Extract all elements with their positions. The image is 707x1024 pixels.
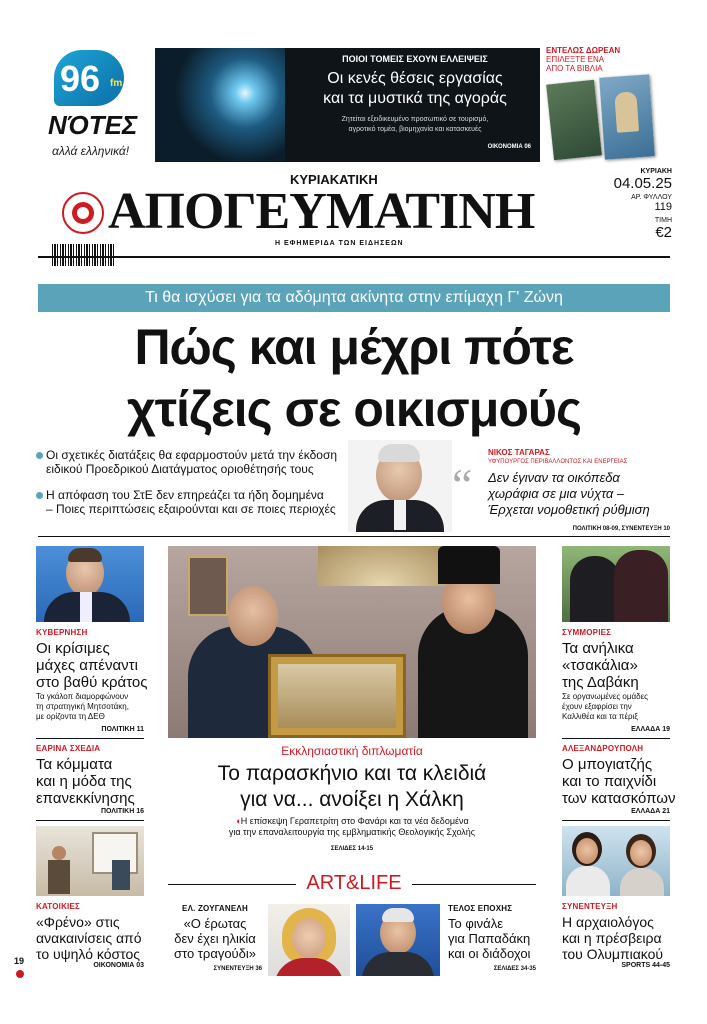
masthead-kicker: ΚΥΡΙΑΚΑΤΙΚΗ <box>290 172 378 187</box>
right-s1-ref: ΕΛΛΑΔΑ 19 <box>631 726 670 733</box>
masthead-rule <box>38 256 670 258</box>
gang-photo[interactable] <box>562 546 670 622</box>
lead-headline-2[interactable]: χτίζεις σε οικισμούς <box>127 381 581 437</box>
left-rule-1 <box>36 738 144 739</box>
page-number: 19 <box>14 956 25 966</box>
radio-ad[interactable] <box>40 48 150 168</box>
issue-label: ΑΡ. ΦΥΛΛΟΥ <box>631 194 672 201</box>
day-label: ΚΥΡΙΑΚΗ <box>640 168 672 175</box>
archaeologist-photo[interactable] <box>562 826 670 896</box>
promo-line-2: ΕΠΙΛΕΞΤΕ ΕΝΑ <box>546 55 605 64</box>
artlife-b-caption: ΤΕΛΟΣ ΕΠΟΧΗΣ <box>448 904 513 913</box>
papadakis-photo[interactable] <box>356 904 440 976</box>
left-s3-title[interactable]: «Φρένο» στις ανακαινίσεις από το υψηλό κόστος <box>36 914 142 962</box>
left-rule-2 <box>36 820 144 821</box>
page-dot <box>16 970 24 978</box>
lead-kicker: Τι θα ισχύσει για τα αδόμητα ακίνητα στην επίμαχη Γ' Ζώνη <box>145 289 563 306</box>
artlife-a-title[interactable]: «Ο έρωτας δεν έχει ηλικία στο τραγούδι» <box>173 916 257 961</box>
singer-photo[interactable] <box>268 904 350 976</box>
radio-number: 96 <box>60 58 101 99</box>
left-s2-caption: ΕΑΡΙΝΑ ΣΧΕΔΙΑ <box>36 744 101 753</box>
promo-line-3: ΑΠΟ ΤΑ ΒΙΒΛΙΑ <box>546 64 603 73</box>
book-cover-2 <box>599 74 655 159</box>
quote-text: Δεν έγιναν τα οικόπεδα χωράφια σε μια νύχτα – Έρχεται νομοθετική ρύθμιση <box>488 470 650 517</box>
minister-portrait <box>348 440 452 532</box>
right-s3-ref: SPORTS 44-45 <box>621 962 670 969</box>
top-banner-ref: ΟΙΚΟΝΟΜΙΑ 06 <box>487 144 531 150</box>
left-s1-title[interactable]: Οι κρίσιμες μάχες απέναντι στο βαθύ κράτος <box>36 640 148 691</box>
top-banner-sub-1: Ζητείται εξειδικευμένο προσωπικό σε τουρισμό, <box>341 116 489 123</box>
masthead-emblem <box>62 192 104 234</box>
artlife-b-title[interactable]: Το φινάλε για Παπαδάκη και οι διάδοχοι <box>448 916 531 961</box>
right-s1-title[interactable]: Τα ανήλικα «τσακάλια» της Δαβάκη <box>562 640 639 691</box>
masthead-title: ΑΠΟΓΕΥΜΑΤΙΝΗ <box>108 183 535 240</box>
barcode <box>52 244 114 266</box>
price-label: ΤΙΜΗ <box>654 217 672 224</box>
right-s2-title[interactable]: Ο μπογιατζής και το παιχνίδι των κατασκόπων <box>562 756 676 807</box>
books-promo[interactable] <box>546 46 676 164</box>
quote-role: ΥΦΥΠΟΥΡΓΟΣ ΠΕΡΙΒΑΛΛΟΝΤΟΣ ΚΑΙ ΕΝΕΡΓΕΙΑΣ <box>488 459 628 465</box>
halki-photo[interactable] <box>168 546 536 738</box>
issue-number: 119 <box>654 201 672 213</box>
left-s1-caption: ΚΥΒΕΡΝΗΣΗ <box>36 628 88 637</box>
quote-name: ΝΙΚΟΣ ΤΑΓΑΡΑΣ <box>488 448 550 457</box>
left-s1-desc: Τα γκάλοπ διαμορφώνουν τη στρατηγική Μητσοτάκη, με ορίζοντα τη ΔΕΘ <box>36 692 129 721</box>
lead-bullet-1: Οι σχετικές διατάξεις θα εφαρμοστούν μετά την έκδοση ειδικού Προεδρικού Διατάγματος οριοθέτησής τους <box>36 448 356 476</box>
right-s1-desc: Σε οργανωμένες ομάδες έχουν εξαφρίσει την Καλλιθέα και τα πέριξ <box>562 692 648 721</box>
right-rule-1 <box>562 738 670 739</box>
right-rule-2 <box>562 820 670 821</box>
center-ref: ΣΕΛΙΔΕΣ 14-15 <box>330 846 374 852</box>
left-s3-caption: ΚΑΤΟΙΚΙΕΣ <box>36 902 81 911</box>
artlife-rule-left <box>168 884 296 885</box>
left-s1-ref: ΠΟΛΙΤΙΚΗ 11 <box>101 726 144 733</box>
top-banner-kicker: ΠΟΙΟΙ ΤΟΜΕΙΣ ΕΧΟΥΝ ΕΛΛΕΙΨΕΙΣ <box>342 54 488 64</box>
right-s2-caption: ΑΛΕΞΑΝΔΡΟΥΠΟΛΗ <box>562 744 644 753</box>
artlife-a-ref: ΣΥΝΕΝΤΕΥΞΗ 36 <box>213 966 262 972</box>
center-title-1[interactable]: Το παρασκήνιο και τα κλειδιά <box>217 762 487 785</box>
bullet-dot <box>36 492 43 499</box>
promo-line-1: ΕΝΤΕΛΩΣ ΔΩΡΕΑΝ <box>546 46 621 55</box>
lead-rule <box>38 536 670 537</box>
radio-unit: fm <box>110 78 123 89</box>
artlife-label[interactable]: ART&LIFE <box>306 872 402 894</box>
masthead-tagline: Η ΕΦΗΜΕΡΙΔΑ ΤΩΝ ΕΙΔΗΣΕΩΝ <box>275 240 404 247</box>
left-s2-title[interactable]: Τα κόμματα και η μόδα της επανεκκίνησης <box>36 756 135 807</box>
right-s2-ref: ΕΛΛΑΔΑ 21 <box>631 808 670 815</box>
price-value: €2 <box>655 224 672 241</box>
artlife-a-caption: ΕΛ. ΖΟΥΓΑΝΕΛΗ <box>182 904 248 913</box>
top-banner-title-1: Οι κενές θέσεις εργασίας <box>327 70 503 87</box>
right-s3-title[interactable]: Η αρχαιολόγος και η πρέσβειρα του Ολυμπιακού <box>562 914 664 962</box>
top-banner[interactable] <box>155 48 540 162</box>
left-s3-ref: ΟΙΚΟΝΟΜΙΑ 03 <box>93 962 144 969</box>
lead-bullet-2: Η απόφαση του ΣτΕ δεν επηρεάζει τα ήδη δομημένα – Ποιες περιπτώσεις εξαιρούνται και σε ποιες περιοχές <box>36 488 356 516</box>
artlife-rule-right <box>412 884 536 885</box>
date-block <box>600 168 672 241</box>
lead-ref: ΠΟΛΙΤΙΚΗ 08-09, ΣΥΝΕΝΤΕΥΞΗ 10 <box>572 526 670 532</box>
radio-name: ΝΌΤΕΣ <box>48 110 138 140</box>
lead-headline-1[interactable]: Πώς και μέχρι πότε <box>134 319 574 375</box>
artlife-b-ref: ΣΕΛΙΔΕΣ 34-35 <box>493 966 536 972</box>
bullet-dot <box>36 452 43 459</box>
center-desc: ◖Η επίσκεψη Γεραπετρίτη στο Φανάρι και τα νέα δεδομένα για την επαναλειτουργία της εμβληματικής Θεολογικής Σχολής <box>228 816 476 837</box>
radio-slogan: αλλά ελληνικά! <box>52 144 130 158</box>
lead-kicker-bar[interactable] <box>38 284 670 312</box>
center-kicker: Εκκλησιαστική διπλωματία <box>281 744 423 758</box>
top-banner-title-2: και τα μυστικά της αγοράς <box>323 90 507 107</box>
right-s3-caption: ΣΥΝΕΝΤΕΥΞΗ <box>562 902 618 911</box>
left-s2-ref: ΠΟΛΙΤΙΚΗ 16 <box>101 808 144 815</box>
pm-photo[interactable] <box>36 546 144 622</box>
renovation-photo[interactable] <box>36 826 144 896</box>
issue-date: 04.05.25 <box>613 175 672 192</box>
top-banner-sub-2: αγροτικό τομέα, βιομηχανία και κατασκευές <box>348 126 482 133</box>
right-s1-caption: ΣΥΜΜΟΡΙΕΣ <box>562 628 612 637</box>
book-cover-1 <box>546 80 602 161</box>
quote-mark: “ <box>452 459 473 510</box>
welder-photo <box>155 48 285 162</box>
center-title-2[interactable]: για να... ανοίξει η Χάλκη <box>240 788 464 811</box>
